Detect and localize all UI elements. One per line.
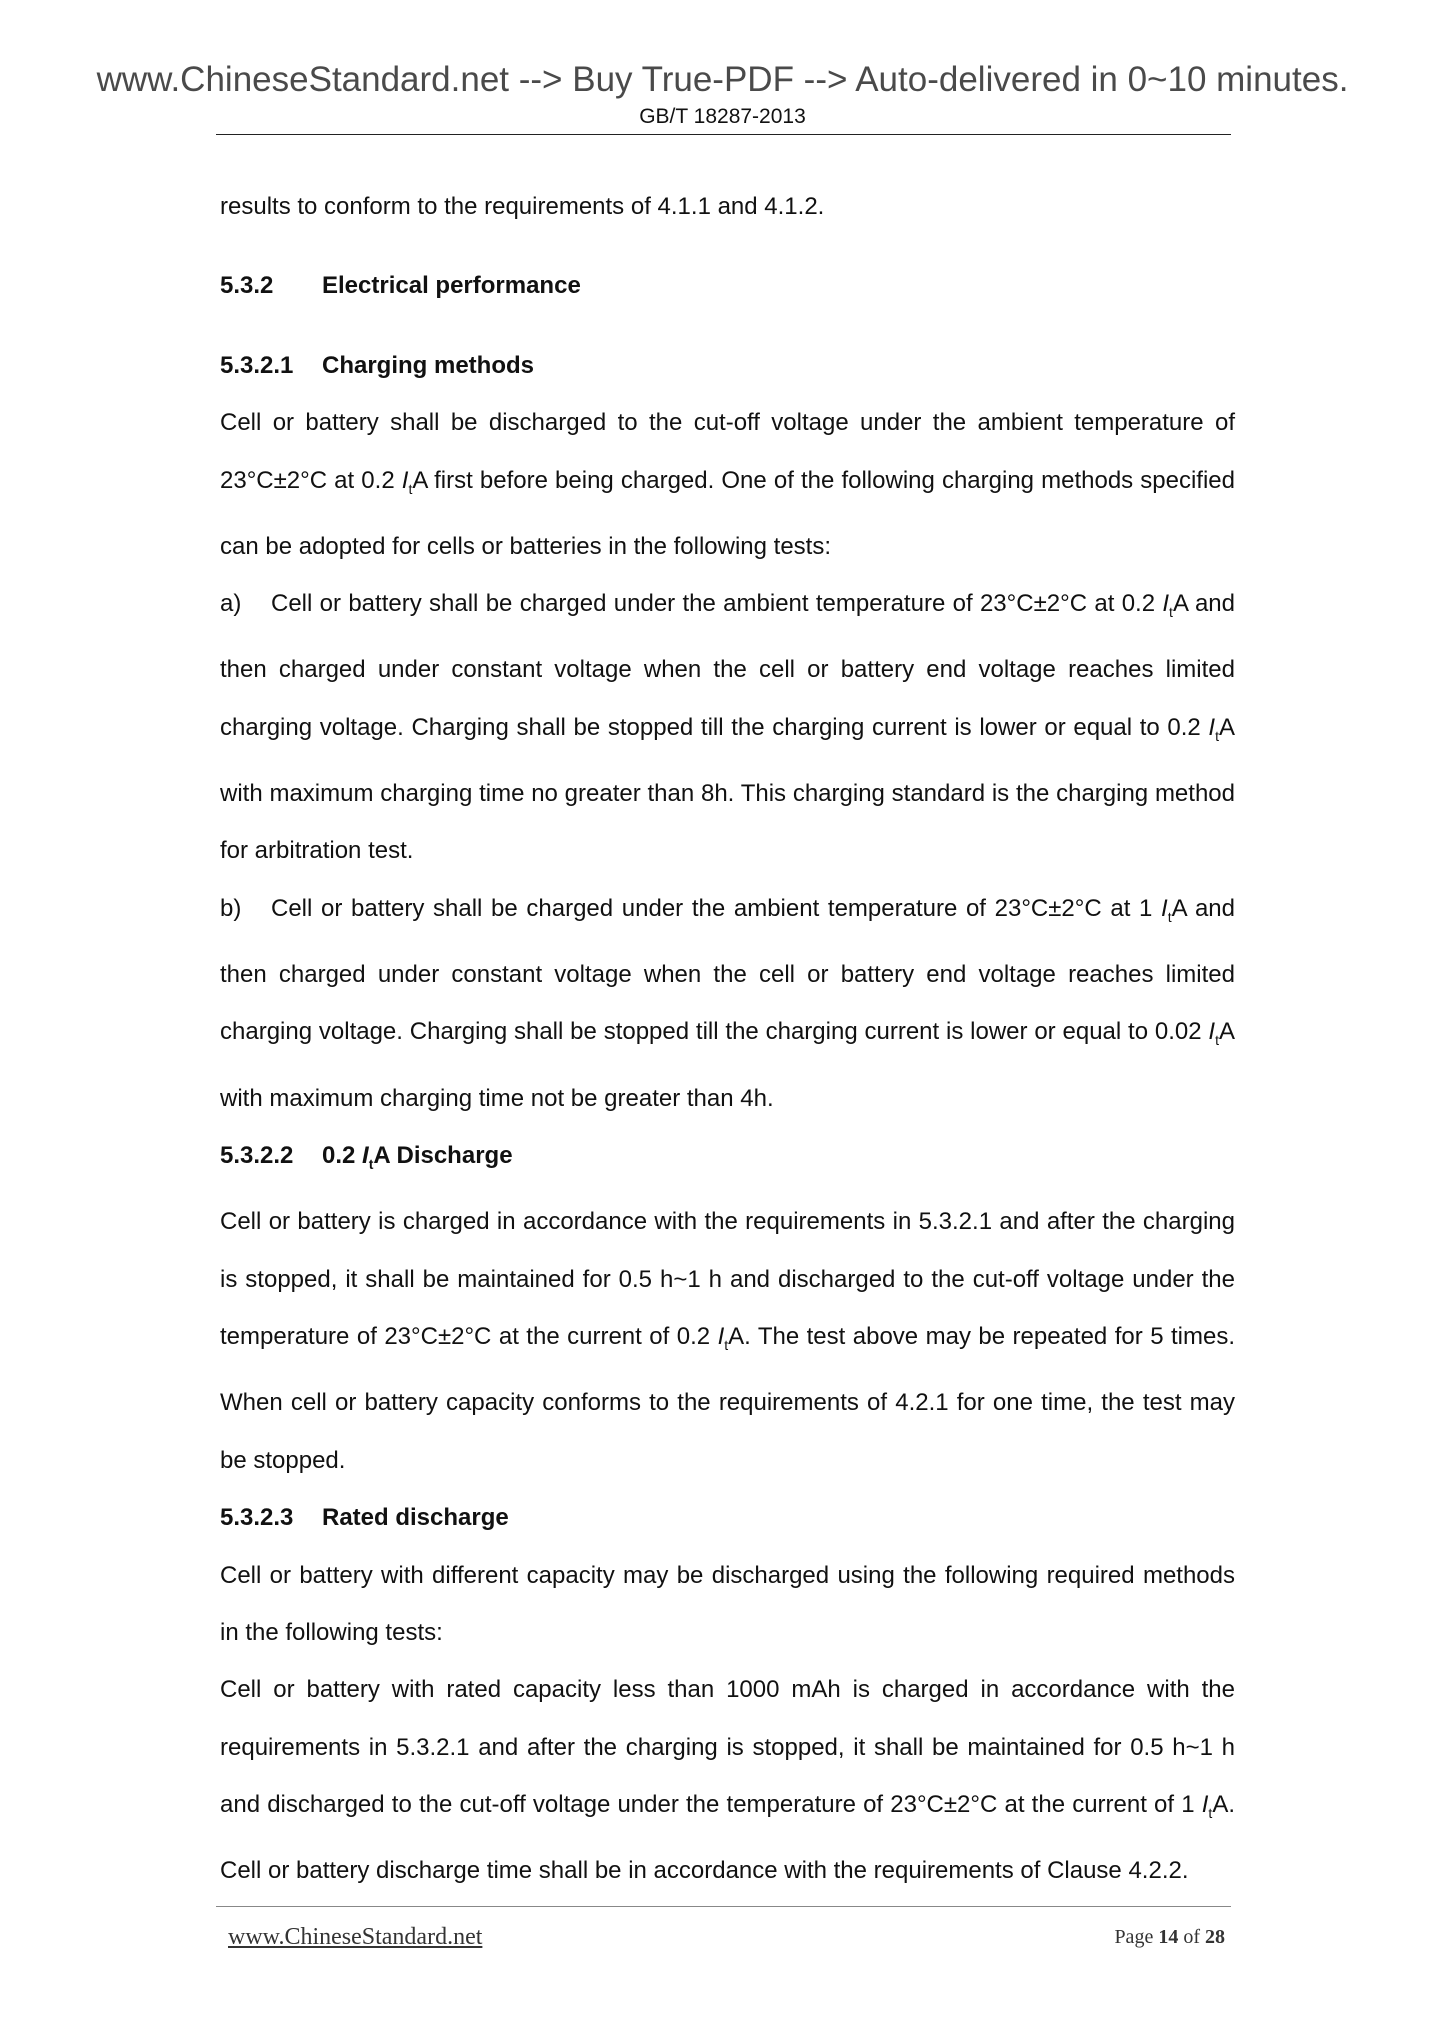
discharge-paragraph: Cell or battery is charged in accordance with the requirements in 5.3.2.1 and after the charging is stopped, it shall be maintained for 0.5 h~1 h and discharged to the cut-off voltage under the temperature of 23°C±2°C at the current of 0.2 $I_tA$. The test above may be repeated for 5 times. When cell or battery capacity conforms to the requirements of 4.2.1 for one time, the test may be stopped. [220,1208,1236,1474]
charging-paragraph: Cell or battery shall be discharged to the cut-off voltage under the ambient temperature of 23°C±2°C at 0.2 $I_tA$ first before being charged. One of the following charging methods specified can be adopted for cells or batteries in the following tests: [220,409,1235,560]
section-title: Charging methods [322,351,535,379]
section-number: 5.3.2.1 [220,351,294,379]
section-5-3-2-3-heading [220,1489,1235,1546]
section-number: 5.3.2 [220,272,274,300]
section-number: 5.3.2.2 [220,1142,294,1170]
section-number: 5.3.2.3 [220,1504,294,1532]
section-5-3-2-2-heading: 5.3.2.2 0.2 $I_tA$ Discharge [220,1127,1235,1193]
header-divider [216,134,1231,135]
section-title: Electrical performance [322,272,581,300]
rated-discharge-paragraph-1: Cell or battery with different capacity may be discharged using the following required methods in the following tests: [220,1561,1235,1646]
list-marker: b) [220,894,242,922]
intro-paragraph: results to conform to the requirements of 4.1.1 and 4.1.2. [220,193,825,220]
section-5-3-2-heading [220,257,1235,314]
page-number: Page 14 of 28 [1114,1926,1225,1948]
footer-divider [216,1906,1231,1907]
promo-banner: www.ChineseStandard.net --> Buy True-PDF --> Auto-delivered in 0~10 minutes. [96,60,1349,99]
list-marker: a) [220,590,242,618]
list-item-b: b) Cell or battery shall be charged under the ambient temperature of 23°C±2°C at 1 $I_tA$ and then charged under constant voltage when the cell or battery end voltage reaches limited charging voltage. Charging shall be stopped till the charging current is lower or equal to 0.02 $I_tA$ with maximum charging time not be greater than 4h. [220,880,1235,1127]
section-title: Rated discharge [322,1504,509,1532]
list-item-a: a) Cell or battery shall be charged under the ambient temperature of 23°C±2°C at 0.2 $I_tA$ and then charged under constant voltage when the cell or battery end voltage reaches limited charging voltage. Charging shall be stopped till the charging current is lower or equal to 0.2 $I_tA$ with maximum charging time no greater than 8h. This charging standard is the charging method for arbitration test. [220,575,1235,880]
section-5-3-2-1-heading [220,337,1235,394]
document-body [220,178,1235,1900]
standard-code: GB/T 18287-2013 [639,105,806,128]
rated-discharge-paragraph-2: Cell or battery with rated capacity less than 1000 mAh is charged in accordance with the requirements in 5.3.2.1 and after the charging is stopped, it shall be maintained for 0.5 h~1 h and discharged to the cut-off voltage under the temperature of 23°C±2°C at the current of 1 $I_tA$. Cell or battery discharge time shall be in accordance with the requirements of Clause 4.2.2. [220,1676,1235,1885]
footer-site-link[interactable]: www.ChineseStandard.net [228,1924,483,1950]
